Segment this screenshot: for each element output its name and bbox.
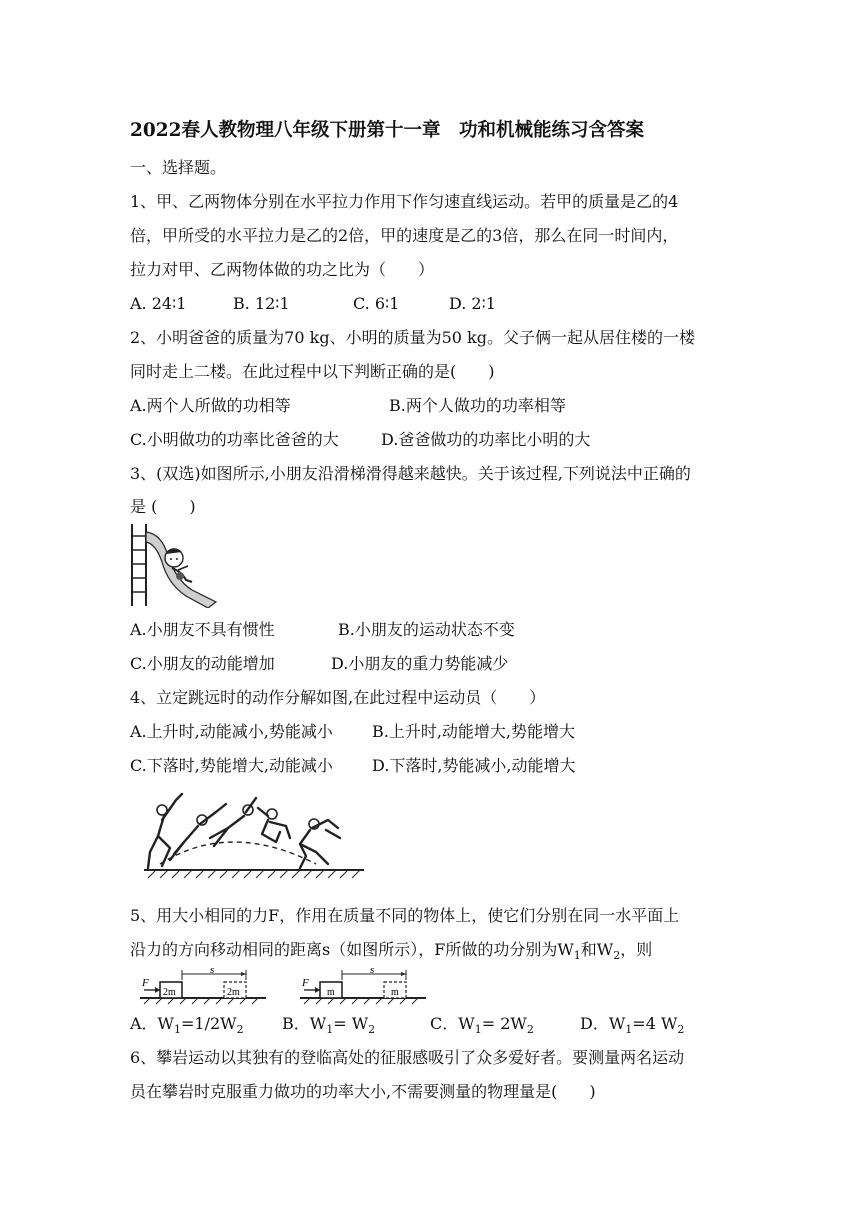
page-title: 2022春人教物理八年级下册第十一章 功和机械能练习含答案 — [130, 120, 644, 141]
q4-option-b: B.上升时,动能增大,势能增大 — [372, 722, 576, 741]
q5-option-a — [130, 1014, 244, 1040]
q4-line-1: 4、立定跳远时的动作分解如图,在此过程中运动员（ ） — [130, 688, 546, 707]
section-heading: 一、选择题。 — [130, 158, 227, 177]
q5-option-a-sub1: 1 — [174, 1023, 182, 1037]
q5-option-c-w1: C．W — [430, 1014, 475, 1033]
q1-option-d: D. 2∶1 — [449, 294, 496, 313]
q5-line-2-text: 沿力的方向移动相同的距离s（如图所示），F所做的功分别为W — [130, 940, 574, 959]
force-figure-right — [298, 966, 428, 1006]
q3-option-c: C.小朋友的动能增加 — [130, 654, 275, 673]
q5-option-b-w1: B．W — [282, 1014, 327, 1033]
force-figure-left — [138, 966, 268, 1006]
q5-line-2-text-c: ，则 — [620, 940, 653, 959]
q1-option-b: B. 12∶1 — [233, 294, 290, 313]
q1-option-a: A. 24∶1 — [130, 294, 187, 313]
q5-sub-2: 2 — [613, 949, 621, 963]
q5-sub-1: 1 — [573, 949, 581, 963]
q1-line-2: 倍，甲所受的水平拉力是乙的2倍，甲的速度是乙的3倍，那么在同一时间内， — [130, 226, 679, 245]
mass-label-right-moved: m — [391, 987, 399, 998]
q5-option-b — [282, 1014, 375, 1040]
q3-line-2: 是 ( ) — [130, 497, 196, 516]
q5-option-d-sub2: 2 — [677, 1023, 685, 1037]
q5-option-d-w1: D．W — [580, 1014, 626, 1033]
q5-option-c-sub1: 1 — [474, 1023, 482, 1037]
force-label-right: F — [302, 977, 309, 989]
q5-option-b-sub2: 2 — [368, 1023, 376, 1037]
q2-line-2: 同时走上二楼。在此过程中以下判断正确的是( ) — [130, 362, 495, 381]
q5-option-c-sub2: 2 — [526, 1023, 534, 1037]
q1-line-3: 拉力对甲、乙两物体做的功之比为（ ） — [130, 260, 435, 279]
long-jump-figure — [140, 790, 368, 880]
distance-label-left: s — [210, 966, 215, 976]
q4-option-d: D.下落时,势能减小,动能增大 — [372, 756, 576, 775]
q5-option-d-sub1: 1 — [625, 1023, 633, 1037]
q2-option-a: A.两个人所做的功相等 — [130, 396, 291, 415]
q5-option-a-w1: A．W — [130, 1014, 175, 1033]
q5-option-b-sub1: 1 — [326, 1023, 334, 1037]
q5-option-a-sub2: 2 — [236, 1023, 244, 1037]
q5-line-1: 5、用大小相同的力F，作用在质量不同的物体上，使它们分别在同一水平面上 — [130, 906, 680, 925]
q2-option-c: C.小明做功的功率比爸爸的大 — [130, 430, 339, 449]
q2-option-b: B.两个人做功的功率相等 — [389, 396, 566, 415]
force-label-left: F — [142, 977, 149, 989]
mass-label-right: m — [327, 987, 335, 998]
mass-label-left: 2m — [163, 987, 176, 998]
q4-option-c: C.下落时,势能增大,动能减小 — [130, 756, 333, 775]
q5-option-d — [580, 1014, 684, 1040]
distance-label-right: s — [370, 966, 375, 976]
q6-line-2: 员在攀岩时克服重力做功的功率大小,不需要测量的物理量是( ) — [130, 1082, 596, 1101]
q1-option-c: C. 6∶1 — [353, 294, 400, 313]
q3-option-d: D.小朋友的重力势能减少 — [331, 654, 509, 673]
q5-line-2 — [130, 940, 652, 966]
mass-label-left-moved: 2m — [227, 987, 240, 998]
q2-line-1: 2、小明爸爸的质量为70 kg、小明的质量为50 kg。父子俩一起从居住楼的一楼 — [130, 328, 695, 347]
q1-line-1: 1、甲、乙两物体分别在水平拉力作用下作匀速直线运动。若甲的质量是乙的4 — [130, 192, 679, 211]
q2-option-d: D.爸爸做功的功率比小明的大 — [381, 430, 591, 449]
q5-option-a-rhs: =1/2W — [181, 1014, 237, 1033]
q5-option-b-rhs: = W — [333, 1014, 369, 1033]
q3-line-1: 3、(双选)如图所示,小朋友沿滑梯滑得越来越快。关于该过程,下列说法中正确的 — [130, 464, 691, 483]
q3-option-a: A.小朋友不具有惯性 — [130, 620, 275, 639]
q5-option-c — [430, 1014, 534, 1040]
q5-line-2-text-b: 和W — [580, 940, 614, 959]
q4-option-a: A.上升时,动能减小,势能减小 — [130, 722, 333, 741]
q5-option-d-rhs: =4 W — [632, 1014, 678, 1033]
q5-option-c-rhs: = 2W — [481, 1014, 527, 1033]
q3-option-b: B.小朋友的运动状态不变 — [338, 620, 515, 639]
slide-figure — [128, 522, 220, 608]
q6-line-1: 6、攀岩运动以其独有的登临高处的征服感吸引了众多爱好者。要测量两名运动 — [130, 1048, 685, 1067]
